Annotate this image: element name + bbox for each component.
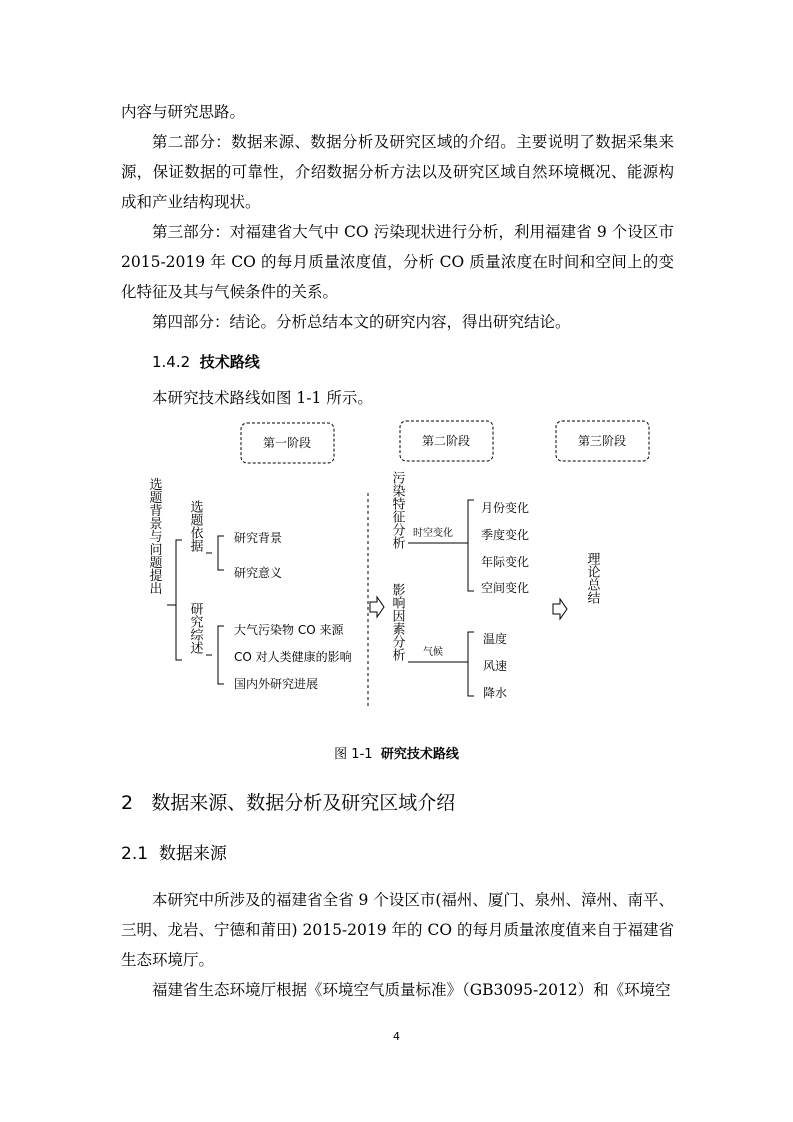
root-label: 选题背景与问题提出 xyxy=(146,477,162,595)
figure-number: 图 1-1 xyxy=(334,747,373,762)
basis-item-background: 研究背景 xyxy=(234,531,283,545)
pollution-item-space: 空间变化 xyxy=(481,581,530,595)
pollution-item-month: 月份变化 xyxy=(481,501,530,515)
review-item-progress: 国内外研究进展 xyxy=(234,677,319,691)
paragraph-continuation: 内容与研究思路。 xyxy=(121,103,246,121)
stage-box-2 xyxy=(400,421,493,461)
review-item-co-source: 大气污染物 CO 来源 xyxy=(234,623,344,637)
stage-box-1 xyxy=(241,423,334,463)
figure-caption xyxy=(0,743,793,762)
review-item-health: CO 对人类健康的影响 xyxy=(234,650,352,664)
section-heading-1-4-2 xyxy=(152,351,260,372)
influence-item-precipitation: 降水 xyxy=(483,686,508,700)
influence-label: 影响因素分析 xyxy=(389,583,405,661)
paragraph-part-three: 第三部分：对福建省大气中 CO 污染现状进行分析，利用福建省 9 个设区市 2015-2019 年 CO 的每月质量浓度值，分析 CO 质量浓度在时间和空间上的变化特征及其与气候条件的关系。 xyxy=(121,223,674,301)
chapter-heading xyxy=(121,788,455,815)
section-heading-2-1 xyxy=(121,839,227,864)
figure-title: 研究技术路线 xyxy=(380,747,459,762)
paragraph-part-two: 第二部分：数据来源、数据分析及研究区域的介绍。主要说明了数据采集来源，保证数据的可靠性，介绍数据分析方法以及研究区域自然环境概况、能源构成和产业结构现状。 xyxy=(121,133,674,211)
pollution-bracket xyxy=(462,500,474,591)
influence-item-temperature: 温度 xyxy=(483,632,508,646)
basis-bracket xyxy=(206,536,224,570)
chapter-title: 数据来源、数据分析及研究区域介绍 xyxy=(151,792,456,814)
stage-label-2: 第二阶段 xyxy=(421,434,471,448)
basis-label: 选题依据 xyxy=(187,500,203,552)
conclusion-label: 理论总结 xyxy=(584,552,600,604)
paragraph-part-four: 第四部分：结论。分析总结本文的研究内容，得出研究结论。 xyxy=(152,313,571,331)
arrow-stage-2-3 xyxy=(553,599,567,619)
technical-route-diagram xyxy=(0,418,793,718)
section-title: 数据来源 xyxy=(158,844,227,864)
section-number: 2.1 xyxy=(121,844,149,864)
review-label: 研究综述 xyxy=(187,602,203,654)
pollution-label: 污染特征分析 xyxy=(389,471,405,549)
section-title: 技术路线 xyxy=(199,353,260,371)
paragraph-standard: 福建省生态环境厅根据《环境空气质量标准》（GB3095-2012）和《环境空 xyxy=(152,981,671,999)
chapter-number: 2 xyxy=(121,792,134,814)
diagram-intro: 本研究技术路线如图 1-1 所示。 xyxy=(152,389,373,407)
root-bracket xyxy=(167,540,182,660)
influence-bracket xyxy=(462,632,474,696)
basis-item-significance: 研究意义 xyxy=(234,566,283,580)
stage-label-1: 第一阶段 xyxy=(262,436,312,450)
page-number: 4 xyxy=(393,1030,400,1043)
arrow-stage-1-2 xyxy=(370,597,384,617)
influence-sublabel: 气候 xyxy=(423,647,443,658)
stage-box-3 xyxy=(556,421,649,461)
stage-label-3: 第三阶段 xyxy=(577,434,627,448)
influence-item-wind: 风速 xyxy=(483,659,508,673)
pollution-item-year: 年际变化 xyxy=(481,555,530,569)
pollution-item-season: 季度变化 xyxy=(481,528,530,542)
section-number: 1.4.2 xyxy=(152,353,191,371)
paragraph-data-source: 本研究中所涉及的福建省全省 9 个设区市(福州、厦门、泉州、漳州、南平、三明、龙岩、宁德和莆田) 2015-2019 年的 CO 的每月质量浓度值来自于福建省生态环境厅。 xyxy=(121,891,674,969)
review-bracket xyxy=(206,626,224,684)
pollution-sublabel: 时空变化 xyxy=(413,528,453,539)
